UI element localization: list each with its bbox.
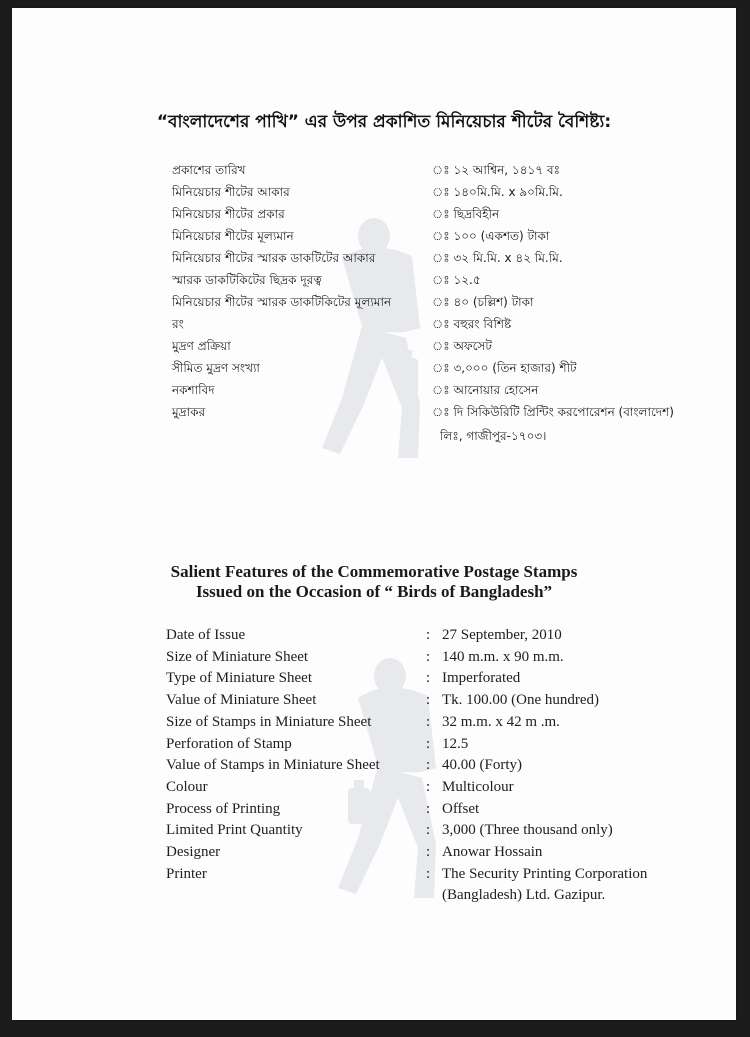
feature-value: Tk. 100.00 (One hundred) <box>442 692 600 709</box>
feature-label: Limited Print Quantity <box>166 822 303 839</box>
feature-value: Offset <box>442 800 480 817</box>
feature-label: মিনিয়েচার শীটের স্মারক ডাকটিটের আকার <box>172 251 376 265</box>
list-item <box>12 247 736 269</box>
colon-separator: : <box>426 670 431 687</box>
list-item <box>12 159 736 181</box>
colon-separator: : <box>426 757 431 774</box>
feature-value: ঃ বহুরং বিশিষ্ট <box>432 317 512 331</box>
printer-address: (Bangladesh) Ltd. Gazipur. <box>442 887 606 904</box>
feature-label: Size of Stamps in Miniature Sheet <box>166 713 372 730</box>
feature-value: 40.00 (Forty) <box>442 757 522 774</box>
list-item <box>12 799 736 821</box>
feature-label: Perforation of Stamp <box>166 735 292 752</box>
colon-separator: : <box>426 844 431 860</box>
bangla-heading: “বাংলাদেশের পাখি” এর উপর প্রকাশিত মিনিয়েচার শীটের বৈশিষ্ট্য: <box>156 112 612 132</box>
colon-separator: : <box>426 627 431 643</box>
list-item <box>12 820 736 842</box>
feature-label: Date of Issue <box>166 627 246 643</box>
feature-label: প্রকাশের তারিখ <box>172 163 246 177</box>
list-item-continuation <box>12 425 736 447</box>
feature-label: মুদ্রণ প্রক্রিয়া <box>172 339 231 353</box>
colon-separator: : <box>426 648 431 665</box>
feature-value: ঃ ৩২ মি.মি. x ৪২ মি.মি. <box>432 251 563 265</box>
list-item <box>12 203 736 225</box>
list-item <box>12 734 736 756</box>
feature-label: Printer <box>166 865 207 882</box>
feature-label: স্মারক ডাকটিকিটের ছিদ্রক দূরত্ব <box>172 273 322 287</box>
feature-label: Colour <box>166 778 208 795</box>
feature-label: Process of Printing <box>166 800 281 817</box>
feature-value: 12.5 <box>442 735 469 752</box>
feature-value: Imperforated <box>442 670 521 687</box>
colon-separator: : <box>426 735 431 752</box>
feature-value: Multicolour <box>442 778 514 795</box>
feature-value: ঃ ৩,০০০ (তিন হাজার) শীট <box>432 361 577 375</box>
feature-value: 27 September, 2010 <box>442 627 562 643</box>
list-item <box>12 755 736 777</box>
feature-value: ঃ ১০০ (একশত) টাকা <box>432 229 550 243</box>
list-item <box>12 225 736 247</box>
english-heading-line1: Salient Features of the Commemorative Postage Stamps <box>170 562 578 581</box>
feature-label: মিনিয়েচার শীটের প্রকার <box>172 207 285 221</box>
list-item <box>12 401 736 423</box>
feature-label: Value of Miniature Sheet <box>166 692 317 709</box>
feature-label: সীমিত মুদ্রণ সংখ্যা <box>172 361 260 375</box>
list-item <box>12 379 736 401</box>
feature-label: রং <box>172 317 184 331</box>
printer-address: লিঃ, গাজীপুর-১৭০৩। <box>440 429 547 443</box>
feature-label: মিনিয়েচার শীটের আকার <box>172 185 290 199</box>
feature-label: Size of Miniature Sheet <box>166 648 309 665</box>
feature-label: Value of Stamps in Miniature Sheet <box>166 757 380 774</box>
list-item <box>12 712 736 734</box>
feature-value: ঃ দি সিকিউরিটি প্রিন্টিং করপোরেশন (বাংলাদেশ) <box>432 405 674 419</box>
colon-separator: : <box>426 822 431 839</box>
feature-label: Type of Miniature Sheet <box>166 670 312 687</box>
list-item <box>12 864 736 886</box>
list-item <box>12 668 736 690</box>
feature-value: ঃ আনোয়ার হোসেন <box>432 383 539 397</box>
list-item <box>12 181 736 203</box>
list-item <box>12 625 736 647</box>
list-item <box>12 291 736 313</box>
list-item <box>12 842 736 864</box>
list-item <box>12 313 736 335</box>
feature-label: মিনিয়েচার শীটের মূল্যমান <box>172 229 294 243</box>
feature-label: নকশাবিদ <box>172 383 215 397</box>
feature-value: 140 m.m. x 90 m.m. <box>442 648 564 665</box>
list-item-continuation <box>12 885 736 907</box>
document-page <box>12 8 736 1020</box>
feature-value: ঃ ছিদ্রবিহীন <box>432 207 500 221</box>
colon-separator: : <box>426 865 431 882</box>
feature-value: ঃ ১২.৫ <box>432 273 481 287</box>
colon-separator: : <box>426 800 431 817</box>
feature-value: ঃ ১২ আশ্বিন, ১৪১৭ বঃ <box>432 163 560 177</box>
list-item <box>12 357 736 379</box>
feature-value: Anowar Hossain <box>442 844 543 860</box>
colon-separator: : <box>426 778 431 795</box>
list-item <box>12 335 736 357</box>
feature-value: The Security Printing Corporation <box>442 865 648 882</box>
english-heading-line2: Issued on the Occasion of “ Birds of Bangladesh” <box>195 582 553 601</box>
feature-label: মুদ্রাকর <box>172 405 206 419</box>
list-item <box>12 647 736 669</box>
feature-value: ঃ অফসেট <box>432 339 492 353</box>
feature-value: ঃ ১৪০মি.মি. x ৯০মি.মি. <box>432 185 563 199</box>
english-heading <box>12 562 736 602</box>
colon-separator: : <box>426 713 431 730</box>
list-item <box>12 777 736 799</box>
list-item <box>12 269 736 291</box>
feature-value: 32 m.m. x 42 m .m. <box>442 713 560 730</box>
feature-label: মিনিয়েচার শীটের স্মারক ডাকটিকিটের মূল্যমান <box>172 295 392 309</box>
feature-label: Designer <box>166 844 221 860</box>
colon-separator: : <box>426 692 431 709</box>
feature-value: 3,000 (Three thousand only) <box>442 822 613 839</box>
feature-value: ঃ ৪০ (চল্লিশ) টাকা <box>432 295 534 309</box>
list-item <box>12 690 736 712</box>
